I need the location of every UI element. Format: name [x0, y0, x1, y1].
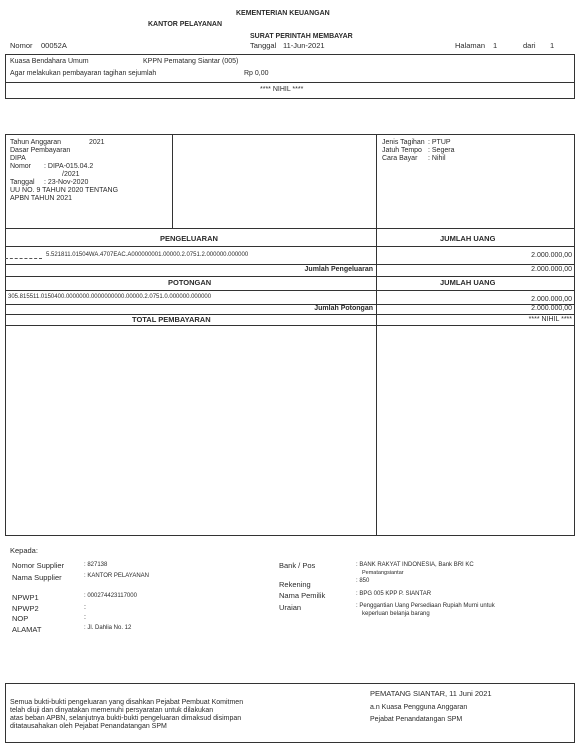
kepada-label: Kepada: — [10, 546, 38, 555]
dari-value: 1 — [550, 41, 555, 50]
kuasa-divider — [5, 82, 575, 83]
total-value: **** NIHIL **** — [528, 316, 572, 323]
potongan-row-amount: 2.000.000,00 — [531, 296, 572, 303]
jenis-label: Jenis Tagihan — [382, 139, 425, 146]
potongan-total-label: Jumlah Potongan — [314, 305, 373, 312]
nomor-supplier-label: Nomor Supplier — [12, 561, 65, 570]
rekening-label: Rekening — [279, 580, 311, 589]
dipa-tanggal-value: : 23-Nov-2020 — [44, 179, 89, 186]
dipa-tanggal-label: Tanggal — [10, 179, 35, 186]
npwp2-value: : — [84, 604, 86, 611]
nama-supplier-value: : KANTOR PELAYANAN — [84, 573, 150, 579]
pengeluaran-total-label: Jumlah Pengeluaran — [304, 266, 373, 273]
nomor-value: 00052A — [41, 41, 67, 50]
pengeluaran-total-line — [5, 276, 575, 277]
bank-value: : BANK RAKYAT INDONESIA, Bank BRI KC — [356, 562, 474, 568]
pengeluaran-header-line — [5, 246, 575, 247]
cara-label: Cara Bayar — [382, 155, 418, 162]
jatuh-value: : Segera — [428, 147, 455, 154]
info-divider-1 — [172, 134, 173, 228]
nihil-banner: **** NIHIL **** — [260, 86, 304, 93]
uraian-label: Uraian — [279, 603, 302, 612]
total-label: TOTAL PEMBAYARAN — [132, 315, 211, 324]
dipa-nomor-value: : DIPA-015.04.2 — [44, 163, 94, 170]
tahun-value: 2021 — [89, 139, 105, 146]
pengeluaran-leader — [5, 258, 42, 259]
tanggal-value: 11-Jun-2021 — [283, 41, 325, 50]
statement-line-4: ditatausahakan oleh Pejabat Penandatangan SPM — [10, 723, 167, 730]
nomor-supplier-value: : 827138 — [84, 562, 108, 568]
tanggal-label: Tanggal — [250, 41, 277, 50]
potongan-total-amount: 2.000.000,00 — [531, 305, 572, 312]
total-line — [5, 325, 575, 326]
signer-title: Pejabat Penandatangan SPM — [370, 716, 463, 723]
potongan-total-line — [5, 314, 575, 315]
dipa-nomor-value-2: /2021 — [62, 171, 80, 178]
statement-line-2: telah diuji dan dinyatakan memenuhi persyaratan untuk dilakukan — [10, 707, 214, 714]
dipa-nomor-label: Nomor — [10, 163, 32, 170]
pemilik-value: : BPG 005 KPP P. SIANTAR — [356, 591, 432, 597]
pengeluaran-row-code: 5.521811.01504WA.4707EAC.A000000001.00000.2.0751.2.000000.000000 — [46, 252, 249, 258]
nop-label: NOP — [12, 614, 29, 623]
potongan-header-line — [5, 290, 575, 291]
dari-label: dari — [523, 41, 536, 50]
uraian-value-2: keperluan belanja barang — [362, 611, 430, 617]
nomor-label: Nomor — [10, 41, 33, 50]
alamat-label: ALAMAT — [12, 625, 42, 634]
potongan-amount-header: JUMLAH UANG — [440, 278, 496, 287]
jatuh-label: Jatuh Tempo — [382, 147, 422, 154]
npwp2-label: NPWP2 — [12, 604, 39, 613]
kuasa-label: Kuasa Bendahara Umum — [10, 58, 89, 65]
pengeluaran-total-amount: 2.000.000,00 — [531, 266, 572, 273]
apbn-line: APBN TAHUN 2021 — [10, 195, 72, 202]
an-kuasa: a.n Kuasa Pengguna Anggaran — [370, 704, 468, 711]
halaman-value: 1 — [493, 41, 498, 50]
rekening-value: : 850 — [356, 578, 370, 584]
statement-line-1: Semua bukti-bukti pengeluaran yang disahkan Pejabat Pembuat Komitmen — [10, 699, 244, 706]
ministry-title: KEMENTERIAN KEUANGAN — [236, 10, 330, 17]
dasar-label: Dasar Pembayaran — [10, 147, 71, 154]
nop-value: : — [84, 614, 86, 621]
pemilik-label: Nama Pemilik — [279, 591, 326, 600]
info-bottom-line — [5, 228, 575, 229]
bank-value-2: Pematangsiantar — [362, 570, 404, 576]
agar-value: Rp 0,00 — [244, 70, 269, 77]
dipa-label: DIPA — [10, 155, 26, 162]
kuasa-value: KPPN Pematang Siantar (005) — [143, 58, 239, 65]
statement-line-3: atas beban APBN, selanjutnya bukti-bukti pengeluaran dimaksud disimpan — [10, 715, 242, 722]
bank-label: Bank / Pos — [279, 561, 316, 570]
pengeluaran-header: PENGELUARAN — [160, 234, 218, 243]
amount-column-divider — [376, 134, 377, 536]
pengeluaran-amount-header: JUMLAH UANG — [440, 234, 496, 243]
npwp1-label: NPWP1 — [12, 593, 39, 602]
nama-supplier-label: Nama Supplier — [12, 573, 62, 582]
pengeluaran-row-amount: 2.000.000,00 — [531, 252, 572, 259]
jenis-value: : PTUP — [428, 139, 451, 146]
agar-label: Agar melakukan pembayaran tagihan sejumlah — [10, 70, 157, 77]
pengeluaran-row-line — [5, 264, 575, 265]
tahun-label: Tahun Anggaran — [10, 139, 61, 146]
uraian-value: : Penggantian Uang Persediaan Rupiah Murni untuk — [356, 603, 495, 609]
halaman-label: Halaman — [455, 41, 486, 50]
place-date: PEMATANG SIANTAR, 11 Juni 2021 — [370, 689, 492, 698]
alamat-value: : Jl. Dahlia No. 12 — [84, 625, 132, 631]
uu-line: UU NO. 9 TAHUN 2020 TENTANG — [10, 187, 119, 194]
office-title: KANTOR PELAYANAN — [148, 21, 223, 28]
potongan-header: POTONGAN — [168, 278, 212, 287]
main-table — [5, 134, 575, 536]
document-title: SURAT PERINTAH MEMBAYAR — [250, 33, 353, 40]
cara-value: : Nihil — [428, 155, 446, 162]
potongan-row-code: 305.815511.0150400.0000000.0000000000.00000.2.0751.0.000000.000000 — [8, 294, 212, 300]
npwp1-value: : 000274423117000 — [84, 593, 137, 599]
